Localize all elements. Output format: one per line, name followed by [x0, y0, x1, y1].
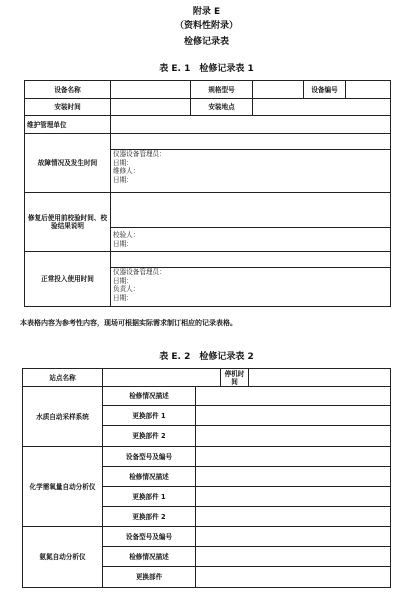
recover-sign-line: 日期： — [113, 239, 133, 248]
normal-use-signature-block[interactable] — [111, 268, 391, 307]
station-name-label: 站点名称 — [23, 369, 103, 387]
model-label: 规格型号 — [191, 81, 253, 99]
repair-record-table-2 — [22, 368, 391, 588]
recover-signature-block[interactable] — [111, 228, 391, 252]
row-value[interactable] — [196, 387, 391, 406]
install-place-label: 安装地点 — [191, 99, 253, 116]
normal-use-label: 正常投入使用时间 — [25, 252, 111, 307]
row-label: 更换部件 — [103, 567, 196, 588]
row-value[interactable] — [196, 447, 391, 467]
recover-label: 修复后使用前校验时间、校验结果说明 — [25, 193, 111, 252]
fault-signature-block[interactable] — [111, 150, 391, 193]
device-no-label: 设备编号 — [304, 81, 346, 99]
row-label: 检修情况描述 — [103, 467, 196, 487]
row-label: 设备型号及编号 — [103, 447, 196, 467]
row-label: 更换部件 2 — [103, 507, 196, 527]
install-place-value[interactable] — [253, 99, 391, 116]
table2-caption: 表 E. 2 检修记录表 2 — [159, 352, 254, 362]
row-value[interactable] — [196, 406, 391, 426]
row-label: 更换部件 1 — [103, 406, 196, 426]
fault-description[interactable] — [111, 134, 391, 150]
row-value[interactable] — [196, 567, 391, 588]
row-label: 检修情况描述 — [103, 387, 196, 406]
table1-caption: 表 E. 1 检修记录表 1 — [159, 64, 254, 74]
group-name: 化学需氧量自动分析仪 — [23, 447, 103, 527]
device-name-value[interactable] — [111, 81, 191, 99]
row-value[interactable] — [196, 426, 391, 447]
station-name-value[interactable] — [103, 369, 221, 387]
maint-unit-value[interactable] — [111, 116, 391, 134]
row-label: 设备型号及编号 — [103, 527, 196, 547]
appendix-type: （资料性附录） — [174, 21, 238, 31]
model-value[interactable] — [253, 81, 304, 99]
repair-record-table-1 — [24, 80, 391, 307]
row-value[interactable] — [196, 507, 391, 527]
group-name: 氨氮自动分析仪 — [23, 527, 103, 588]
fault-label: 故障情况及发生时间 — [25, 134, 111, 193]
row-value[interactable] — [196, 467, 391, 487]
table-note: 本表格内容为参考性内容，现场可根据实际需求制订相应的记录表格。 — [20, 319, 237, 327]
install-time-label: 安装时间 — [25, 99, 111, 116]
row-label: 更换部件 2 — [103, 426, 196, 447]
device-name-label: 设备名称 — [25, 81, 111, 99]
recover-description[interactable] — [111, 193, 391, 228]
install-time-value[interactable] — [111, 99, 191, 116]
group-name: 水质自动采样系统 — [23, 387, 103, 447]
maint-unit-label: 维护管理单位 — [25, 116, 111, 134]
normal-use-description[interactable] — [111, 252, 391, 268]
device-no-value[interactable] — [346, 81, 391, 99]
normal-sign-line: 仪器设备管理员： — [113, 268, 166, 276]
row-value[interactable] — [196, 527, 391, 547]
normal-sign-line: 负责人： — [113, 285, 140, 294]
row-label: 更换部件 1 — [103, 487, 196, 507]
normal-sign-line: 日期： — [113, 293, 133, 302]
normal-sign-line: 日期： — [113, 276, 133, 285]
downtime-label: 停机时间 — [221, 369, 249, 387]
fault-sign-line: 日期： — [113, 175, 133, 184]
row-label: 检修情况描述 — [103, 547, 196, 567]
document-title: 检修记录表 — [183, 37, 229, 47]
fault-sign-line: 日期： — [113, 158, 133, 167]
fault-sign-line: 维修人： — [113, 167, 140, 176]
downtime-value[interactable] — [249, 369, 391, 387]
row-value[interactable] — [196, 487, 391, 507]
fault-sign-line: 仪器设备管理员： — [113, 150, 166, 158]
appendix-label: 附录 E — [192, 7, 221, 17]
recover-sign-line: 校验人： — [113, 230, 140, 239]
row-value[interactable] — [196, 547, 391, 567]
